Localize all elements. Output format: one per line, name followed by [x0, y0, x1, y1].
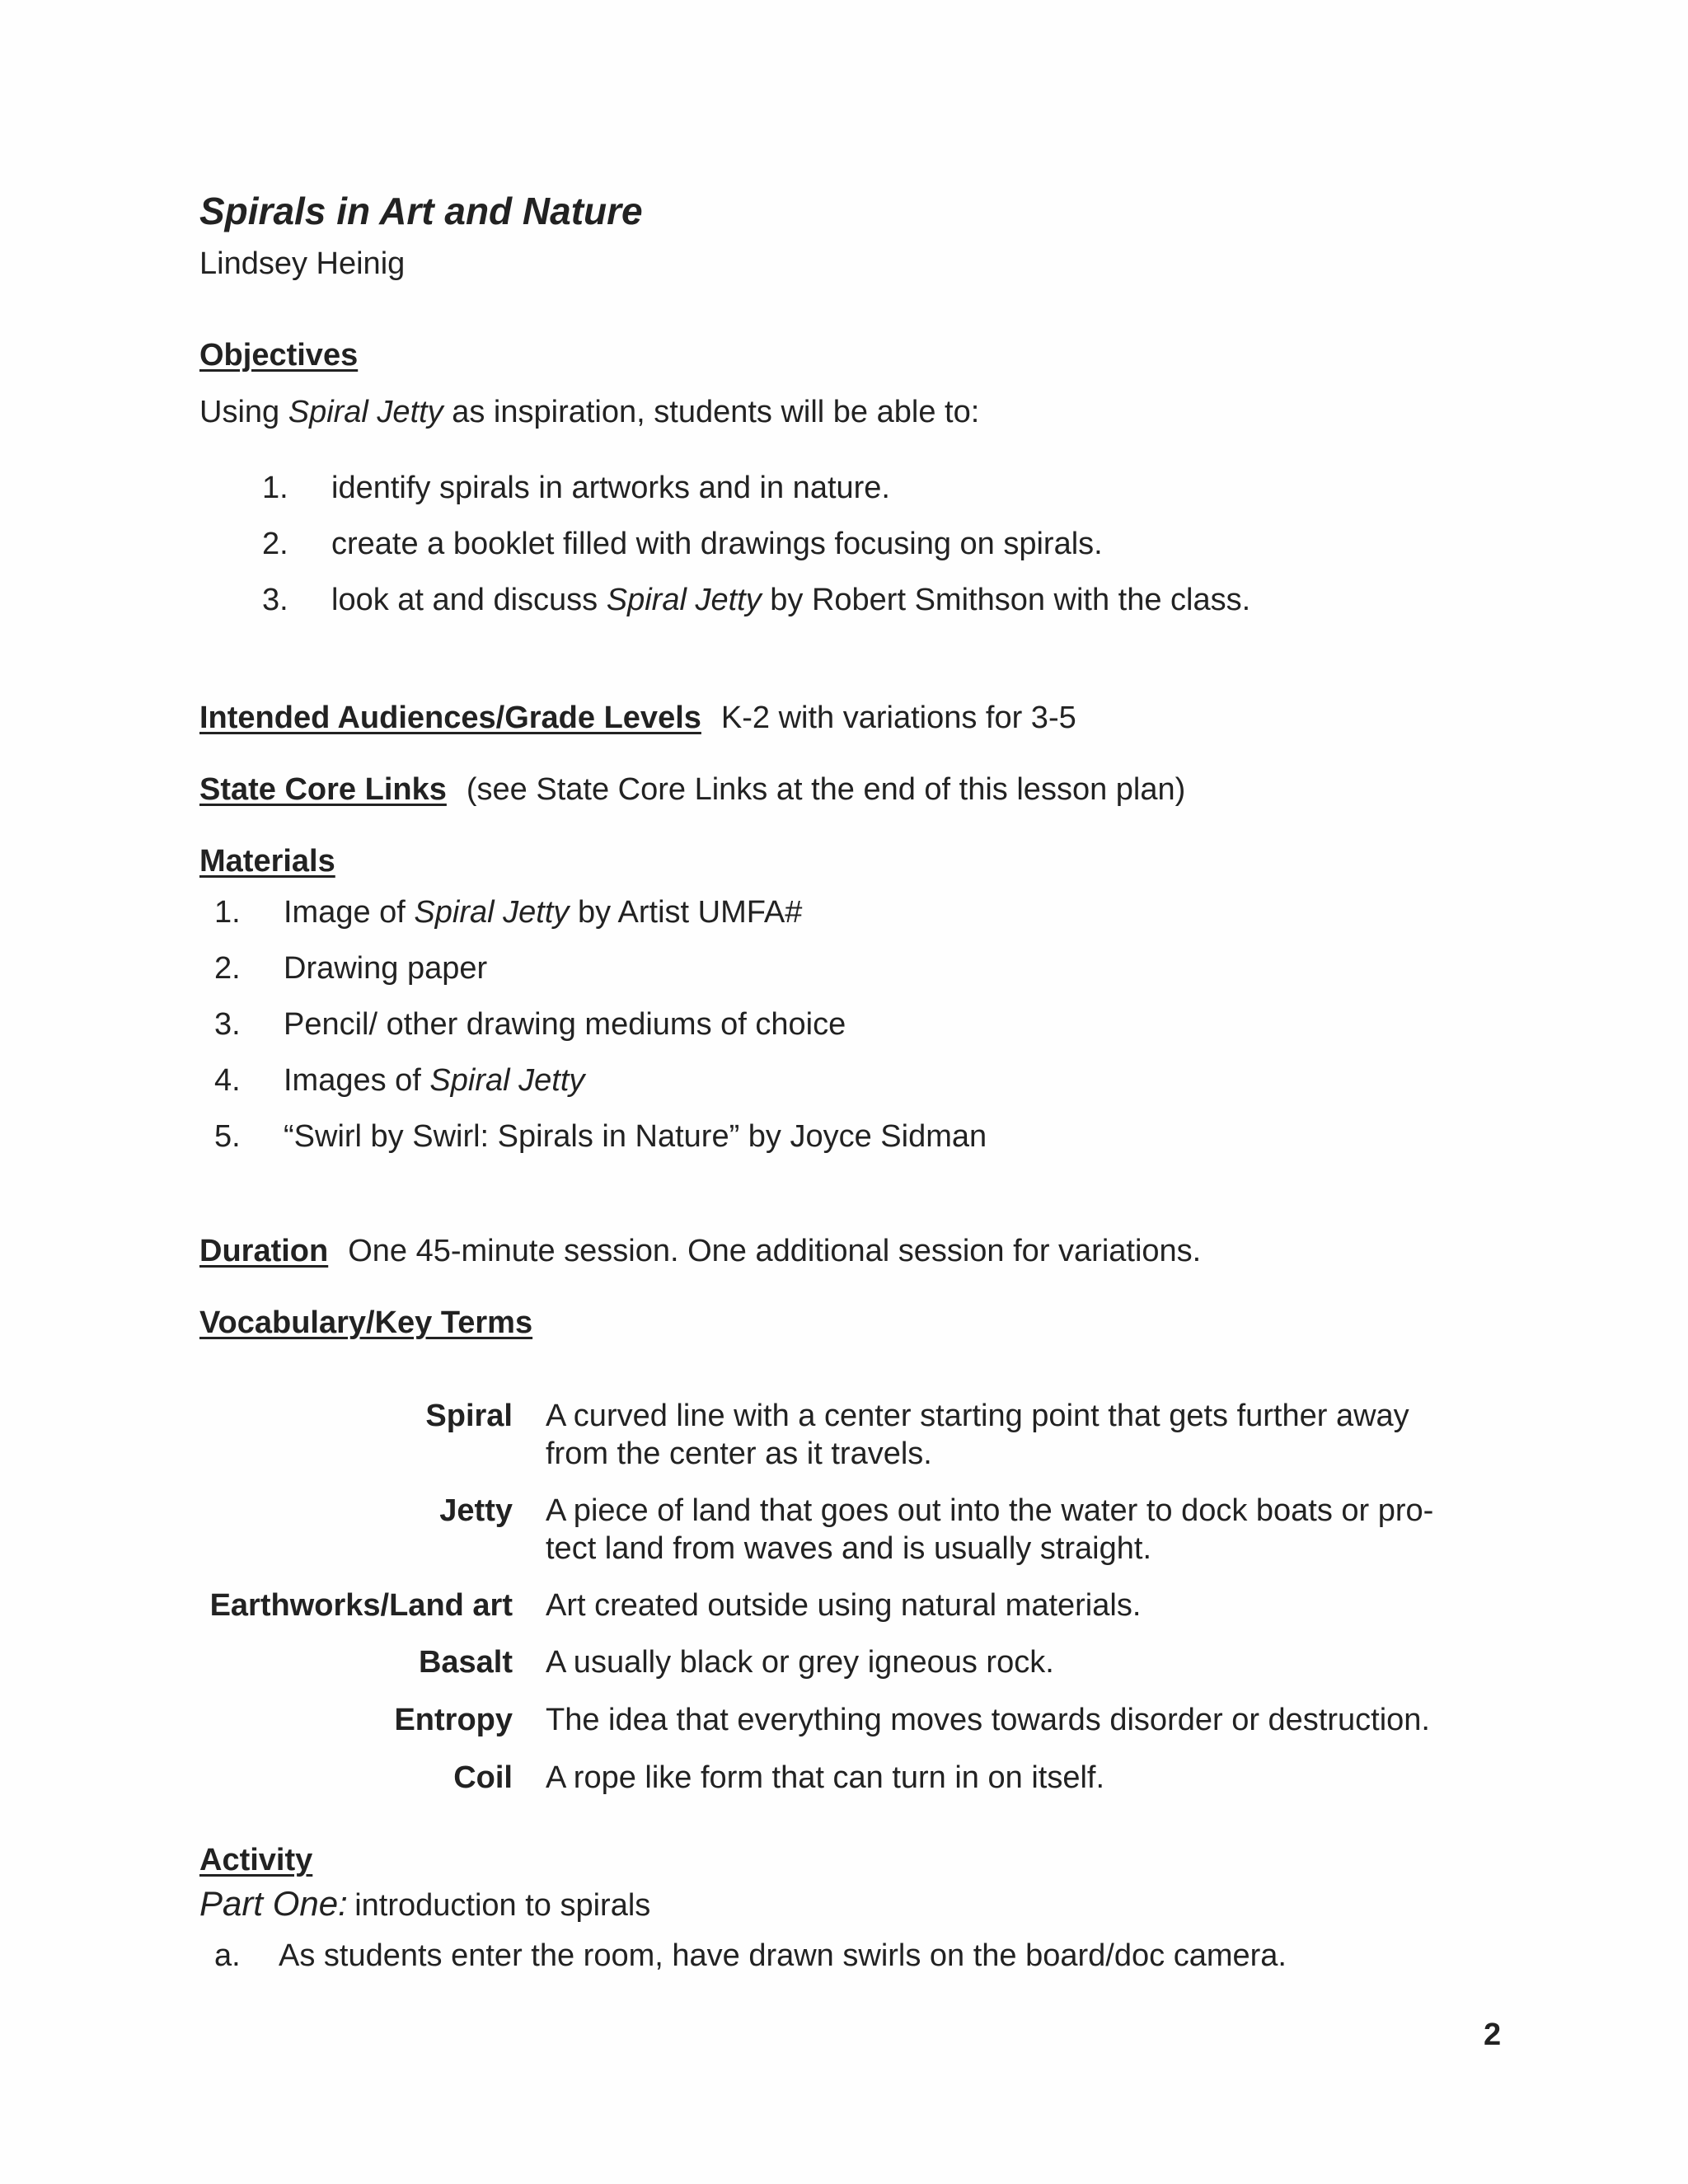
list-number: 4. — [214, 1063, 241, 1098]
audiences-heading: Intended Audiences/Grade Levels — [199, 701, 701, 735]
part-one-row — [199, 1882, 650, 1925]
material-item: 2. Drawing paper — [214, 949, 487, 988]
vocab-definition: A piece of land that goes out into the water to dock boats or pro- tect land from waves and is usually straight. — [546, 1493, 1434, 1566]
objectives-heading: Objectives — [199, 338, 359, 373]
list-number: 5. — [214, 1119, 241, 1154]
part-one-label: Part One: — [199, 1884, 348, 1923]
vocab-term: Jetty — [439, 1493, 513, 1528]
vocab-definition: The idea that everything moves towards disorder or destruction. — [546, 1703, 1430, 1737]
vocab-term: Basalt — [418, 1645, 513, 1680]
audiences-row — [199, 698, 1076, 738]
vocab-definition: A curved line with a center starting point that gets further away from the center as it travels. — [546, 1399, 1409, 1471]
vocab-term: Entropy — [394, 1703, 513, 1737]
audiences-text: K-2 with variations for 3-5 — [720, 701, 1076, 735]
vocab-definition: Art created outside using natural materials. — [546, 1588, 1142, 1623]
objective-item: 1. identify spirals in artworks and in nature. — [262, 468, 890, 508]
vocab-term: Spiral — [425, 1399, 513, 1433]
vocab-definition: A usually black or grey igneous rock. — [546, 1645, 1054, 1680]
vocab-definition: A rope like form that can turn in on itself. — [546, 1760, 1105, 1795]
activity-item: a. As students enter the room, have drawn swirls on the board/doc camera. — [214, 1936, 1287, 1975]
list-number: 1. — [214, 895, 241, 930]
objective-item: 3. look at and discuss Spiral Jetty by Robert Smithson with the class. — [262, 580, 1250, 620]
state-core-row — [199, 770, 1185, 809]
vocab-term: Earthworks/Land art — [209, 1588, 513, 1623]
activity-heading: Activity — [199, 1843, 313, 1877]
duration-text: One 45-minute session. One additional session for variations. — [348, 1234, 1202, 1268]
objective-item: 2. create a booklet filled with drawings focusing on spirals. — [262, 524, 1103, 564]
duration-heading: Duration — [199, 1234, 329, 1268]
material-item: 3. Pencil/ other drawing mediums of choice — [214, 1005, 846, 1044]
vocab-term: Coil — [453, 1760, 513, 1795]
part-one-text: introduction to spirals — [354, 1888, 651, 1923]
document-title: Spirals in Art and Nature — [199, 190, 643, 232]
material-item: 5. “Swirl by Swirl: Spirals in Nature” by Joyce Sidman — [214, 1117, 987, 1156]
list-number: 2. — [214, 951, 241, 986]
list-number: 1. — [262, 471, 288, 505]
duration-row — [199, 1231, 1201, 1271]
state-core-heading: State Core Links — [199, 772, 447, 807]
material-item: 4. Images of Spiral Jetty — [214, 1061, 584, 1100]
materials-heading: Materials — [199, 844, 335, 879]
author-name: Lindsey Heinig — [199, 246, 406, 281]
state-core-text: (see State Core Links at the end of this lesson plan) — [466, 772, 1186, 807]
page-number: 2 — [1484, 2018, 1502, 2052]
list-number: 3. — [262, 583, 288, 617]
objectives-intro: Using Spiral Jetty as inspiration, students will be able to: — [199, 395, 980, 429]
material-item: 1. Image of Spiral Jetty by Artist UMFA# — [214, 893, 802, 932]
list-number: 3. — [214, 1007, 241, 1042]
list-letter: a. — [214, 1938, 241, 1973]
vocabulary-heading: Vocabulary/Key Terms — [199, 1305, 533, 1340]
list-number: 2. — [262, 527, 288, 561]
